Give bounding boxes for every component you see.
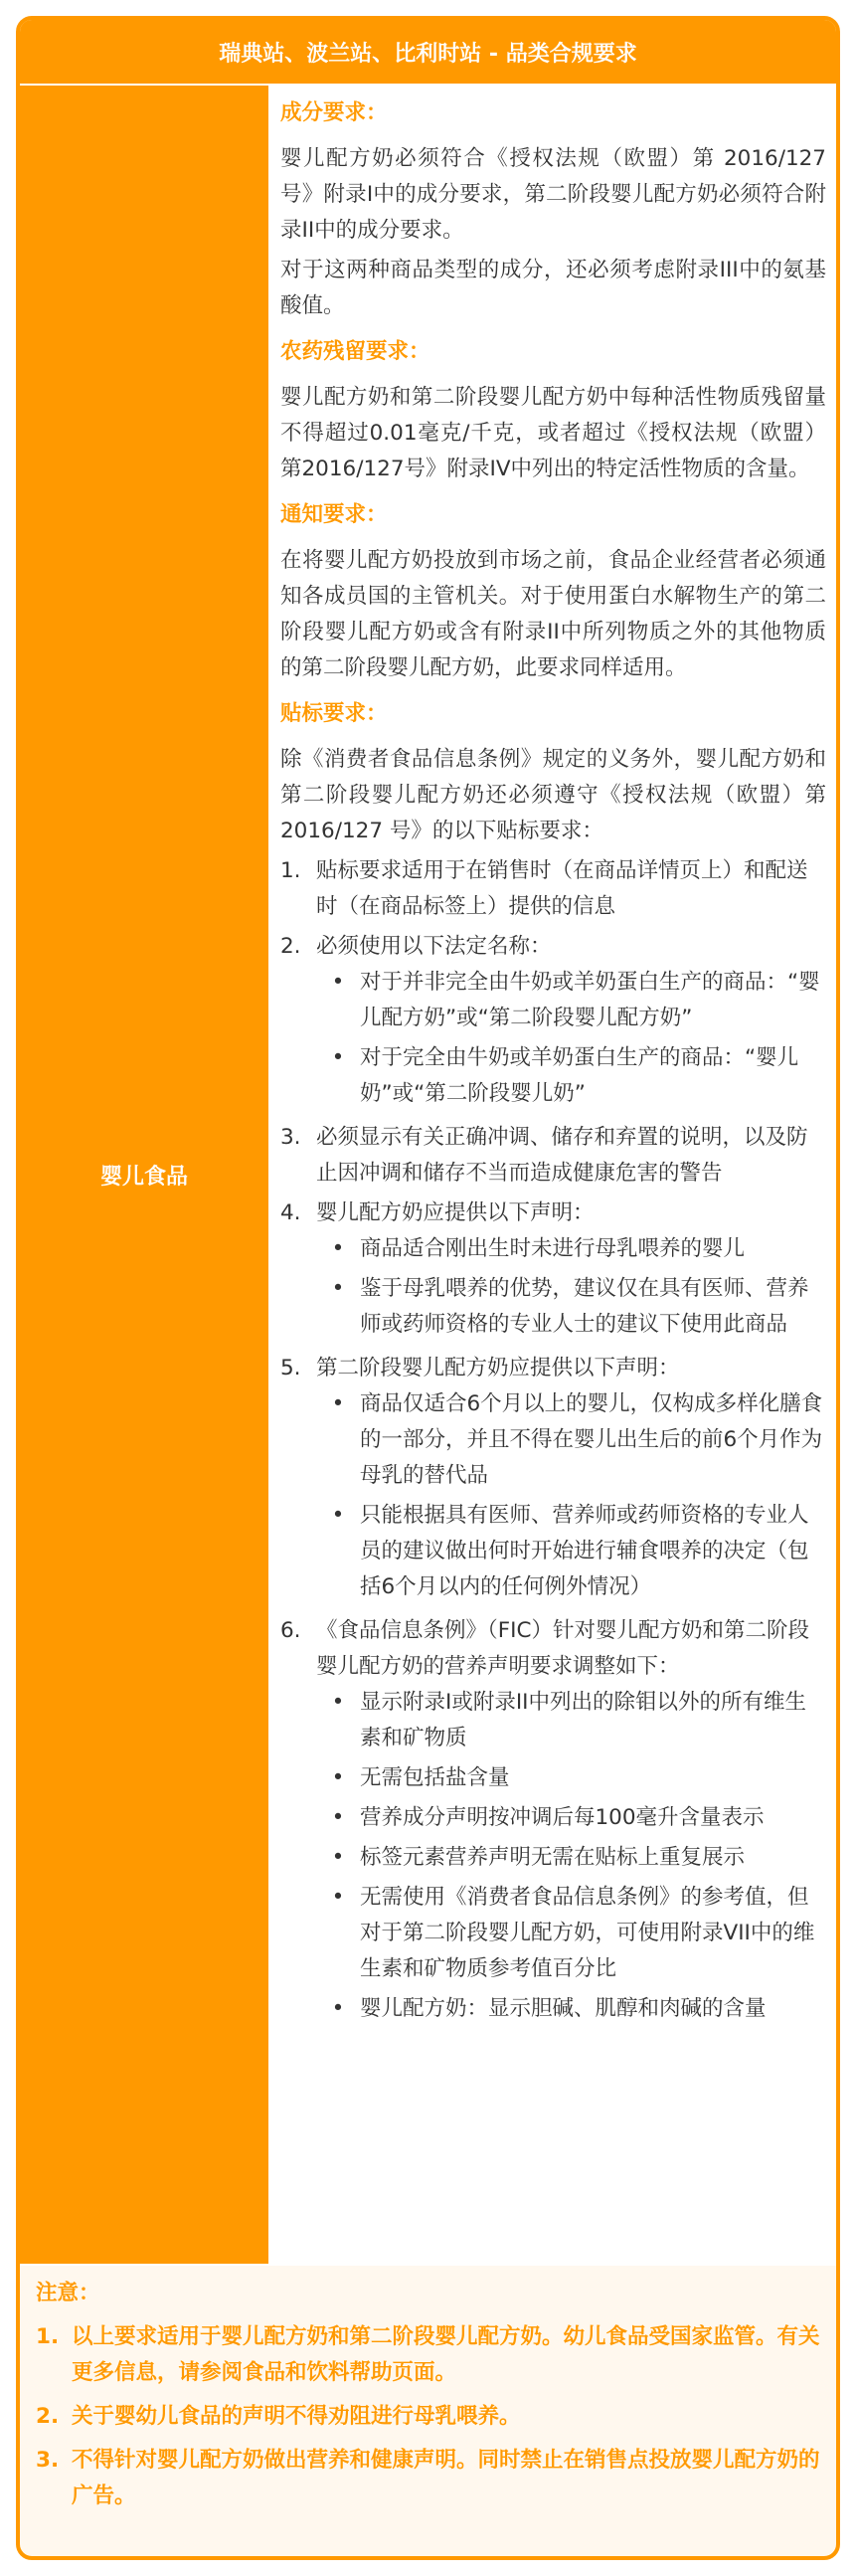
notes-title: 注意： [36,2281,100,2305]
bullet-text: 商品仅适合6个月以上的婴儿，仅构成多样化膳食的一部分，并且不得在婴儿出生后的前6个月作为母乳的替代品 [360,1391,823,1488]
item-text: 贴标要求适用于在销售时（在商品详情页上）和配送时（在商品标签上）提供的信息 [316,858,808,919]
labeling-item [280,1196,826,1347]
bullet-item [316,1880,826,1987]
item-text: 必须使用以下法定名称： [316,934,552,959]
bullet-text: 婴儿配方奶：显示胆碱、肌醇和肉碱的含量 [360,1996,767,2021]
category-label: 婴儿食品 [99,1164,188,1190]
bullet-dot: • [331,1996,345,2021]
bullet-dot: • [331,1885,345,1910]
bullet-dot: • [331,1391,345,1416]
labeling-list [280,853,826,2031]
labeling-title: 贴标要求： [280,701,388,726]
bullet-text: 显示附录I或附录II中列出的除钼以外的所有维生素和矿物质 [360,1690,807,1750]
item-number: 1. [280,858,301,883]
bullet-dot: • [331,1690,345,1715]
bullet-dot: • [331,1276,345,1301]
note-text: 以上要求适用于婴儿配方奶和第二阶段婴儿配方奶。幼儿食品受国家监管。有关更多信息，请参阅食品和饮料帮助页面。 [72,2324,820,2385]
bullet-item [316,1040,826,1112]
bullet-list [316,965,826,1112]
compliance-card [16,16,840,2560]
note-number: 2. [36,2404,60,2429]
item-number: 4. [280,1200,301,1225]
pesticide-paragraph: 婴儿配方奶和第二阶段婴儿配方奶中每种活性物质残留量不得超过0.01毫克/千克，或者超过《授权法规（欧盟）第2016/127号》附录IV中列出的特定活性物质的含量。 [280,385,826,481]
category-cell [20,86,270,2264]
bullet-text: 商品适合刚出生时未进行母乳喂养的婴儿 [360,1236,746,1261]
bullet-text: 无需包括盐含量 [360,1765,510,1790]
bullet-dot: • [331,970,345,995]
bullet-item [316,1231,826,1267]
bullet-item [316,1685,826,1756]
bullet-text: 无需使用《消费者食品信息条例》的参考值，但对于第二阶段婴儿配方奶，可使用附录VII中的维生素和矿物质参考值百分比 [360,1885,815,1981]
bullet-dot: • [331,1805,345,1830]
notes-section [20,2266,836,2514]
bullet-list [316,1231,826,1343]
labeling-item [280,853,826,925]
item-number: 6. [280,1618,301,1643]
labeling-item [280,1120,826,1192]
bullet-text: 只能根据具有医师、营养师或药师资格的专业人员的建议做出何时开始进行辅食喂养的决定（包括6个月以内的任何例外情况） [360,1503,809,1599]
labeling-item [280,929,826,1116]
bullet-item [316,965,826,1036]
bullet-text: 标签元素营养声明无需在贴标上重复展示 [360,1845,746,1870]
note-item [36,2443,820,2514]
header-title: 瑞典站、波兰站、比利时站 - 品类合规要求 [219,41,637,67]
pesticide-title: 农药残留要求： [280,339,430,364]
requirements-content [270,86,836,2264]
bullet-item [316,1991,826,2027]
item-text: 第二阶段婴儿配方奶应提供以下声明： [316,1356,680,1380]
item-text: 必须显示有关正确冲调、储存和弃置的说明，以及防止因冲调和储存不当而造成健康危害的警告 [316,1125,808,1186]
bullet-dot: • [331,1765,345,1790]
bullet-dot: • [331,1845,345,1870]
card-header [20,20,836,86]
note-number: 1. [36,2324,60,2349]
note-item [36,2319,820,2391]
notification-paragraph: 在将婴儿配方奶投放到市场之前，食品企业经营者必须通知各成员国的主管机关。对于使用蛋白水解物生产的第二阶段婴儿配方奶或含有附录II中所列物质之外的其他物质的第二阶段婴儿配方奶，此要求同样适用。 [280,548,826,680]
bullet-item [316,1800,826,1836]
labeling-item [280,1351,826,1609]
item-number: 3. [280,1125,301,1150]
bullet-dot: • [331,1236,345,1261]
bullet-dot: • [331,1503,345,1528]
item-text: 《食品信息条例》（FIC）针对婴儿配方奶和第二阶段婴儿配方奶的营养声明要求调整如下： [316,1618,809,1679]
note-number: 3. [36,2448,60,2473]
note-text: 关于婴幼儿食品的声明不得劝阻进行母乳喂养。 [72,2404,521,2429]
composition-title: 成分要求： [280,100,388,125]
composition-paragraph-1: 婴儿配方奶必须符合《授权法规（欧盟）第 2016/127号》附录I中的成分要求，第二阶段婴儿配方奶必须符合附录II中的成分要求。 [280,146,826,243]
item-number: 5. [280,1356,301,1380]
item-text: 婴儿配方奶应提供以下声明： [316,1200,595,1225]
requirements-row [20,86,836,2266]
notification-title: 通知要求： [280,502,388,527]
labeling-item [280,1613,826,2031]
bullet-item [316,1386,826,1494]
bullet-item [316,1760,826,1796]
bullet-item [316,1498,826,1605]
bullet-list [316,1386,826,1605]
bullet-item [316,1271,826,1343]
note-item [36,2399,820,2435]
bullet-list [316,1685,826,2027]
bullet-text: 营养成分声明按冲调后每100毫升含量表示 [360,1805,765,1830]
bullet-dot: • [331,1045,345,1070]
bullet-text: 鉴于母乳喂养的优势，建议仅在具有医师、营养师或药师资格的专业人士的建议下使用此商品 [360,1276,809,1337]
bullet-text: 对于并非完全由牛奶或羊奶蛋白生产的商品：“婴儿配方奶”或“第二阶段婴儿配方奶” [360,970,820,1030]
labeling-intro: 除《消费者食品信息条例》规定的义务外，婴儿配方奶和第二阶段婴儿配方奶还必须遵守《授权法规（欧盟）第 2016/127 号》的以下贴标要求： [280,747,826,843]
bullet-item [316,1840,826,1876]
item-number: 2. [280,934,301,959]
note-text: 不得针对婴儿配方奶做出营养和健康声明。同时禁止在销售点投放婴儿配方奶的广告。 [72,2448,820,2508]
composition-paragraph-2: 对于这两种商品类型的成分，还必须考虑附录III中的氨基酸值。 [280,258,826,318]
bullet-text: 对于完全由牛奶或羊奶蛋白生产的商品：“婴儿奶”或“第二阶段婴儿奶” [360,1045,799,1106]
